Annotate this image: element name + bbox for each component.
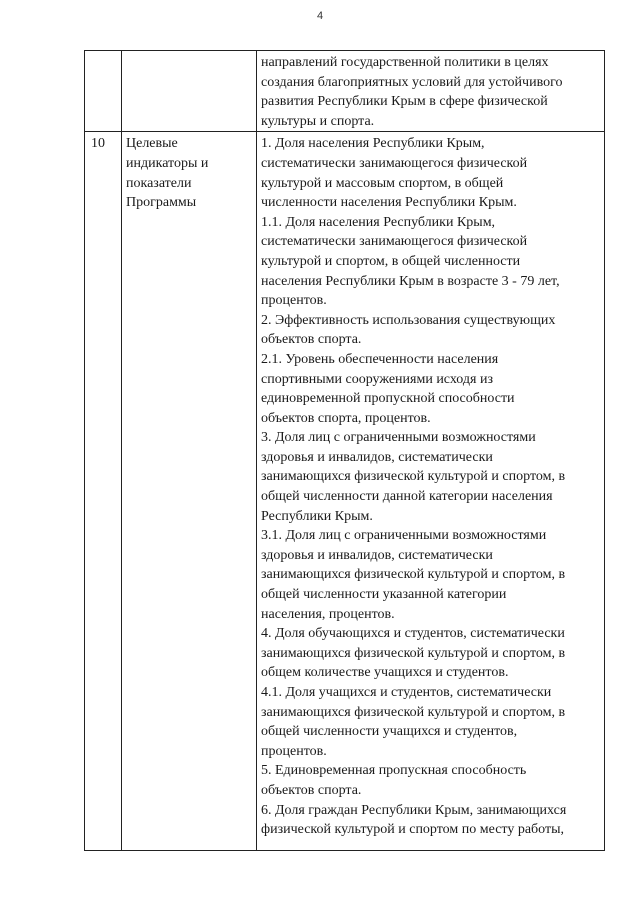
indicator-paragraph: 4.1. Доля учащихся и студентов, систематически занимающихся физической культурой и спортом, в общей численности учащихся и студентов, процентов. bbox=[261, 685, 566, 759]
indicator-paragraph: 1. Доля населения Республики Крым, систематически занимающегося физической культурой и массовым спортом, в общей численности населения Республики Крым. bbox=[261, 136, 528, 211]
continuation-text: направлений государственной политики в целях создания благоприятных условий для устойчивого развития Республики Крым в сфере физической культуры и спорта. bbox=[261, 55, 563, 129]
row-number-cell bbox=[85, 51, 122, 132]
table-row bbox=[85, 132, 605, 851]
row-label-cell: Целевые индикаторы и показатели Программы bbox=[122, 132, 257, 851]
row-label-cell bbox=[122, 51, 257, 132]
page-number: 4 bbox=[316, 10, 324, 22]
indicator-paragraph: 3.1. Доля лиц с ограниченными возможностями здоровья и инвалидов, систематически занимающихся физической культурой и спортом, в общей численности указанной категории населения, процентов. bbox=[261, 528, 566, 622]
indicator-paragraph: 1.1. Доля населения Республики Крым, систематически занимающегося физической культурой и спортом, в общей численности населения Республики Крым в возрасте 3 - 79 лет, процентов. bbox=[261, 214, 560, 309]
indicator-paragraph: 4. Доля обучающихся и студентов, систематически занимающихся физической культурой и спортом, в общем количестве учащихся и студентов. bbox=[261, 626, 566, 681]
row-number-cell: 10 bbox=[85, 132, 122, 851]
indicator-paragraph: 2.1. Уровень обеспеченности населения спортивными сооружениями исходя из единовременной пропускной способности объектов спорта, процентов. bbox=[261, 351, 515, 426]
program-passport-table bbox=[84, 50, 605, 851]
table-row bbox=[85, 51, 605, 132]
indicator-paragraph: 5. Единовременная пропускная способность объектов спорта. bbox=[261, 763, 527, 798]
indicator-paragraph: 2. Эффективность использования существующих объектов спорта. bbox=[261, 312, 556, 348]
row-content-cell bbox=[257, 51, 605, 132]
indicator-paragraph: 3. Доля лиц с ограниченными возможностями здоровья и инвалидов, систематически занимающихся физической культурой и спортом, в общей численности данной категории населения Республики Крым. bbox=[261, 430, 566, 524]
indicators-cell bbox=[257, 132, 605, 851]
indicator-paragraph: 6. Доля граждан Республики Крым, занимающихся физической культурой и спортом по месту работы, bbox=[261, 802, 567, 838]
